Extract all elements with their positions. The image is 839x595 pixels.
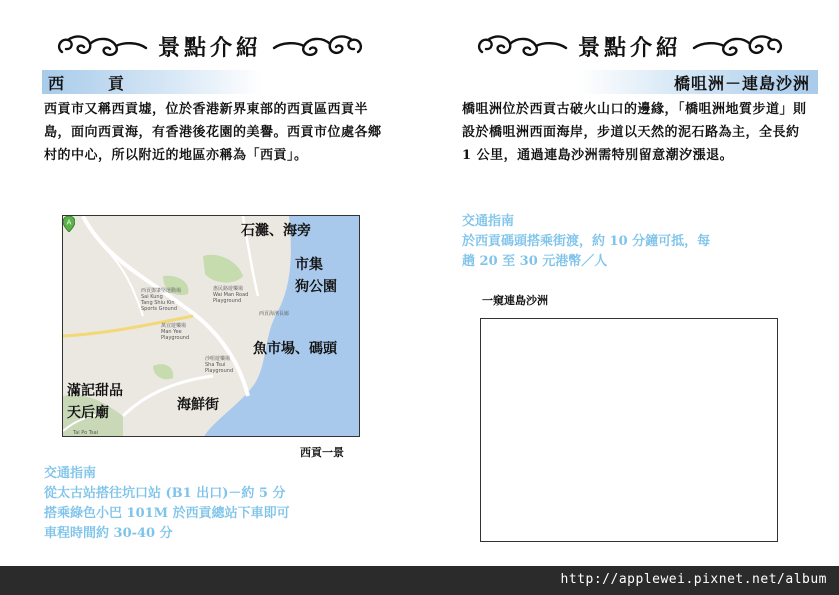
map-small-label-waterfront: 西貢海濱長廊 — [259, 311, 290, 317]
transport-line: 搭乘綠色小巴 101M 於西貢總站下車即可 — [44, 506, 290, 521]
right-banner-title: 景點介紹 — [577, 34, 682, 61]
right-transport-guide — [462, 212, 807, 272]
map-label-market: 市集 — [295, 257, 323, 273]
map-label-dessert: 滿記甜品 — [67, 383, 123, 399]
transport-line: 於西貢碼頭搭乘街渡，約 10 分鐘可抵，每 — [462, 234, 711, 249]
section-title-text: 西貢 — [48, 73, 169, 93]
footer-bar — [0, 566, 839, 595]
left-flourish-icon — [54, 30, 152, 62]
footer-url[interactable]: http://applewei.pixnet.net/album — [560, 572, 827, 587]
location-pin-icon — [63, 216, 75, 232]
transport-line: 從太古站搭往坑口站 (B1 出口)－約 5 分 — [44, 486, 286, 501]
map-small-label-sha-tsui: 沙咀遊樂場 Sha Tsui Playground — [205, 356, 234, 374]
section-title-kiu-tsui-chau: 橋咀洲－連島沙洲 — [578, 70, 818, 94]
sai-kung-map — [62, 215, 360, 437]
svg-text:A: A — [66, 218, 72, 227]
map-label-stone-beach: 石灘、海旁 — [241, 223, 311, 239]
left-page — [0, 0, 420, 566]
transport-title: 交通指南 — [44, 466, 97, 481]
map-label-temple: 天后廟 — [67, 405, 109, 421]
left-flourish-icon — [474, 30, 572, 62]
transport-line: 趟 20 至 30 元港幣／人 — [462, 254, 608, 269]
photo-caption: 一窺連島沙洲 — [482, 294, 548, 307]
kiu-tsui-chau-description: 橋咀洲位於西貢古破火山口的邊緣，「橋咀洲地質步道」則設於橋咀洲西面海岸，步道以天然的泥石路為主，全長約 1 公里，通過連島沙洲需特別留意潮汐漲退。 — [462, 102, 807, 163]
transport-line: 車程時間約 30-40 分 — [44, 526, 173, 541]
map-caption: 西貢一景 — [300, 446, 344, 459]
left-banner — [0, 26, 420, 66]
right-flourish-icon — [688, 30, 786, 62]
left-banner-title: 景點介紹 — [157, 34, 262, 61]
map-label-fish-market: 魚市場、碼頭 — [253, 341, 337, 357]
photo-placeholder — [480, 318, 778, 542]
map-small-label-tang-shiu-kin: 西貢鄧肇堅運動場 Sai Kung Tang Shiu Kin Sports Ground — [141, 288, 182, 312]
right-page — [420, 0, 839, 566]
map-small-label-wai-man: 惠民路遊樂場 Wai Man Road Playground — [213, 286, 249, 304]
map-label-seafood: 海鮮街 — [177, 397, 219, 413]
right-banner — [420, 26, 839, 66]
section-title-sai-kung — [42, 70, 262, 94]
map-label-dog-park: 狗公園 — [295, 279, 337, 295]
right-flourish-icon — [268, 30, 366, 62]
transport-title: 交通指南 — [462, 214, 515, 229]
left-transport-guide — [44, 464, 384, 544]
map-small-label-tai-po: Tai Po Tsai — [73, 430, 99, 436]
sai-kung-description: 西貢市又稱西貢墟，位於香港新界東部的西貢區西貢半島，面向西貢海，有香港後花園的美譽。西貢市位處各鄉村的中心，所以附近的地區亦稱為「西貢」。 — [44, 102, 382, 163]
map-small-label-man-yee: 萬宜遊樂場 Man Yee Playground — [161, 323, 190, 341]
